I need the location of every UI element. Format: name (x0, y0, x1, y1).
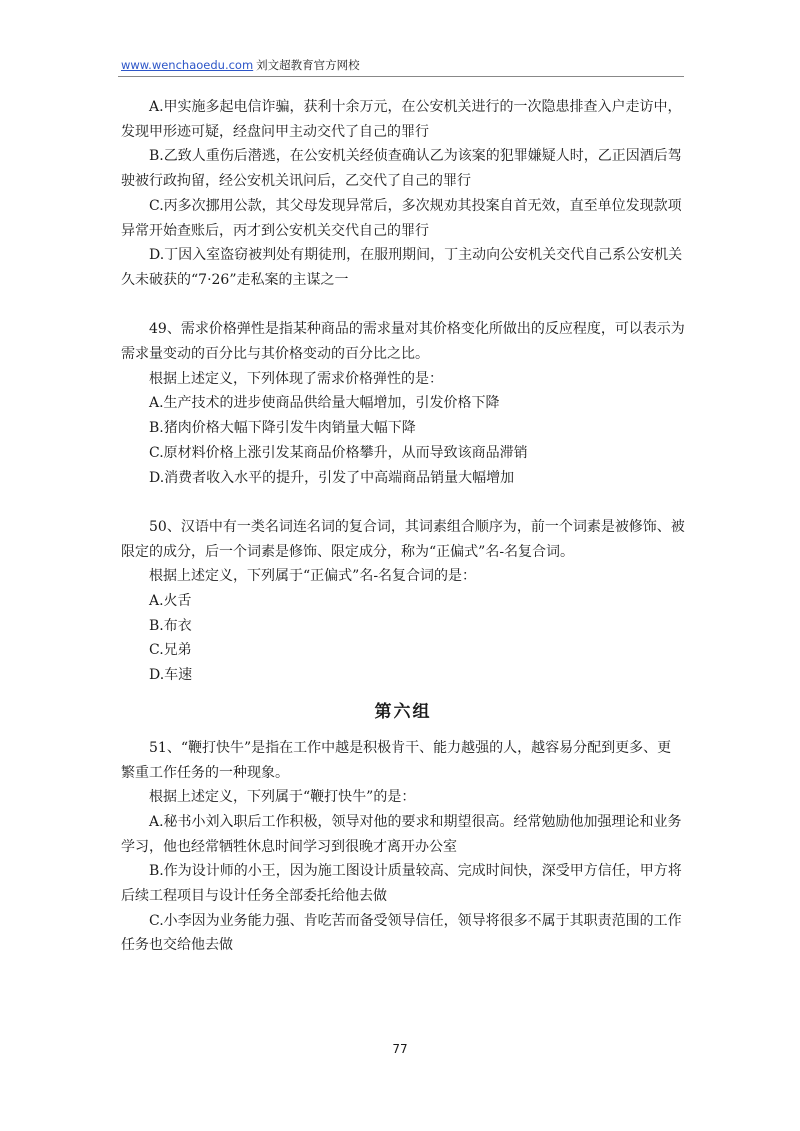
question-51 (121, 736, 685, 958)
q48-option-a: A.甲实施多起电信诈骗，获利十余万元，在公安机关进行的一次隐患排查入户走访中，发现甲形迹可疑，经盘问甲主动交代了自己的罪行 (121, 99, 682, 140)
page-number: 77 (392, 1042, 408, 1056)
section-title: 第六组 (374, 701, 432, 722)
q51-stem: 51、“鞭打快牛”是指在工作中越是积极肯干、能力越强的人，越容易分配到更多、更繁重工作任务的一种现象。 (121, 739, 672, 781)
q49-prompt: 根据上述定义，下列体现了需求价格弹性的是： (149, 370, 443, 387)
q49-stem: 49、需求价格弹性是指某种商品的需求量对其价格变化所做出的反应程度，可以表示为需求量变动的百分比与其价格变动的百分比之比。 (121, 321, 685, 363)
site-name: 刘文超教育官方网校 (256, 58, 360, 72)
q48-option-d: D.丁因入室盗窃被判处有期徒刑，在服刑期间，丁主动向公安机关交代自己系公安机关久未破获的“7·26”走私案的主谋之一 (121, 247, 683, 288)
question-50 (121, 515, 685, 688)
q48-option-b: B.乙致人重伤后潜逃，在公安机关经侦查确认乙为该案的犯罪嫌疑人时，乙正因酒后驾驶被行政拘留，经公安机关讯问后，乙交代了自己的罪行 (121, 148, 682, 190)
q51-option-a: A.秘书小刘入职后工作积极，领导对他的要求和期望很高。经常勉励他加强理论和业务学习，他也经常牺牲休息时间学习到很晚才离开办公室 (121, 813, 682, 855)
q51-option-c: C.小李因为业务能力强、肯吃苦而备受领导信任，领导将很多不属于其职责范围的工作任务也交给他去做 (121, 912, 682, 954)
q51-option-b: B.作为设计师的小王，因为施工图设计质量较高、完成时间快，深受甲方信任，甲方将后续工程项目与设计任务全部委托给他去做 (121, 863, 682, 905)
q49-option-a: A.生产技术的进步使商品供给量大幅增加，引发价格下降 (149, 395, 500, 412)
site-url-link[interactable]: www.wenchaoedu.com (121, 58, 254, 72)
page-content (121, 95, 685, 958)
q50-stem: 50、汉语中有一类名词连名词的复合词，其词素组合顺序为，前一个词素是被修饰、被限定的成分，后一个词素是修饰、限定成分，称为“正偏式”名-名复合词。 (121, 518, 685, 560)
question-49 (121, 317, 685, 490)
q50-option-b: B.布衣 (149, 617, 192, 634)
q50-prompt: 根据上述定义，下列属于“正偏式”名-名复合词的是： (149, 568, 477, 585)
page-header (121, 57, 360, 73)
q50-option-c: C.兄弟 (149, 642, 192, 659)
q51-prompt: 根据上述定义，下列属于“鞭打快牛”的是： (149, 789, 416, 806)
q50-option-a: A.火舌 (149, 593, 192, 610)
q49-option-b: B.猪肉价格大幅下降引发牛肉销量大幅下降 (149, 420, 416, 437)
header-divider (118, 76, 684, 77)
spacer (121, 293, 685, 318)
q49-option-d: D.消费者收入水平的提升，引发了中高端商品销量大幅增加 (149, 469, 515, 486)
question-48-options (121, 95, 685, 293)
q50-option-d: D.车速 (149, 667, 193, 684)
q48-option-c: C.丙多次挪用公款，其父母发现异常后，多次规劝其投案自首无效，直至单位发现款项异常开始查账后，丙才到公安机关交代自己的罪行 (121, 197, 682, 239)
q49-option-c: C.原材料价格上涨引发某商品价格攀升，从而导致该商品滞销 (149, 444, 528, 461)
spacer (121, 490, 685, 515)
